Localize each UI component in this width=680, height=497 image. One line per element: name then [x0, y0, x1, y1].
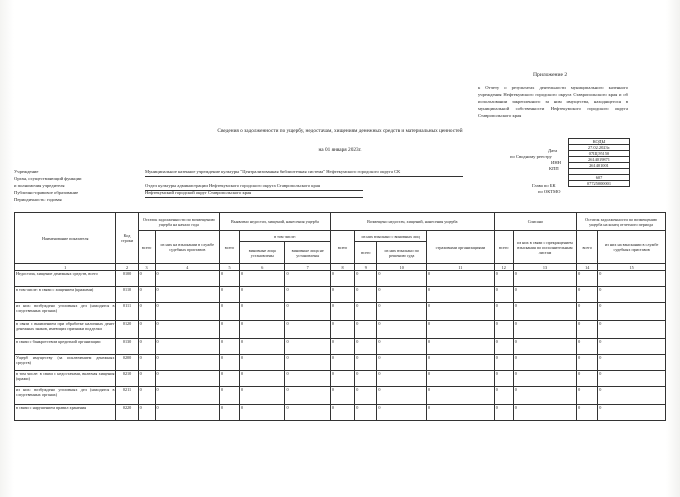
- column-number: 1: [15, 264, 116, 271]
- codes-table: [568, 138, 630, 187]
- row-code: 0100: [116, 271, 138, 287]
- row-value: 0: [155, 339, 219, 355]
- subheader-culprits-known: виновные лица установлены: [240, 242, 285, 264]
- code-date-value: 27.02.2023г.: [569, 145, 630, 151]
- code-kpp-label: КПП: [549, 166, 559, 171]
- group-header-detected: Выявлено недостач, хищений, нанесения ущерба: [219, 213, 330, 231]
- row-value: 0: [355, 355, 377, 371]
- column-number: 3: [138, 264, 155, 271]
- code-kpp-value: 261401001: [569, 163, 630, 169]
- row-code: 0120: [116, 321, 138, 339]
- row-value: 0: [355, 271, 377, 287]
- row-value: 0: [355, 321, 377, 339]
- row-value: 0: [285, 271, 330, 287]
- row-value: 0: [155, 287, 219, 303]
- appendix-body: к Отчету о результатах деятельности муниципального казенного учреждения Нефтекумского городского округа Ставропольского края и об использовании закрепленного за ним имущества, находящегося в муниципальной собственности Нефтекумского городского округа Ставропольского края: [478, 85, 628, 118]
- row-name: в связи с банкротством кредитной организации: [16, 339, 101, 344]
- ppo-value: Нефтекумский городской округ Ставропольского края: [145, 190, 252, 195]
- row-value: 0: [285, 321, 330, 339]
- column-number: 12: [494, 264, 513, 271]
- code-glava-value: 607: [569, 175, 630, 181]
- row-value: 0: [494, 371, 513, 387]
- row-value: 0: [513, 271, 576, 287]
- row-value: 0: [494, 355, 513, 371]
- group-header-written-off: Списано: [494, 213, 576, 231]
- row-value: 0: [240, 321, 285, 339]
- code-oktmo-value: 07725000001: [569, 181, 630, 187]
- row-value: 0: [494, 387, 513, 405]
- row-value: 0: [155, 387, 219, 405]
- appendix-title: Приложение 2: [533, 72, 568, 78]
- column-number: 5: [219, 264, 239, 271]
- row-value: 0: [219, 271, 239, 287]
- row-value: 0: [138, 339, 155, 355]
- group-header-reimbursed: Возмещено недостач, хищений, нанесения ущерба: [330, 213, 494, 231]
- column-number: 15: [598, 264, 666, 271]
- row-value: 0: [494, 287, 513, 303]
- group-header-end-balance: Остаток задолженности по возмещению ущерба на конец отчетного периода: [577, 213, 666, 231]
- code-oktmo-label: по ОКТМО: [538, 189, 561, 194]
- column-numbers-row: [15, 264, 666, 271]
- row-value: 0: [598, 271, 666, 287]
- table-row: [15, 271, 666, 287]
- row-code: 0130: [116, 339, 138, 355]
- row-value: 0: [427, 287, 495, 303]
- row-code: 0200: [116, 355, 138, 371]
- subheader-insurance: страховыми организациями: [427, 231, 495, 264]
- row-name-cell: [15, 339, 116, 355]
- row-value: 0: [219, 287, 239, 303]
- row-value: 0: [377, 321, 427, 339]
- row-value: 0: [330, 339, 354, 355]
- row-value: 0: [598, 405, 666, 421]
- row-value: 0: [427, 271, 495, 287]
- row-value: 0: [355, 287, 377, 303]
- row-name: в том числе: в связи с хищением (кражами): [16, 287, 94, 292]
- row-value: 0: [219, 387, 239, 405]
- code-date-label: Дата: [548, 148, 558, 153]
- row-code: 0211: [116, 387, 138, 405]
- row-value: 0: [155, 405, 219, 421]
- column-number: 11: [427, 264, 495, 271]
- row-code: 0210: [116, 371, 138, 387]
- table-body: [15, 271, 666, 421]
- row-value: 0: [513, 371, 576, 387]
- row-value: 0: [285, 339, 330, 355]
- row-value: 0: [427, 303, 495, 321]
- column-number: 4: [155, 264, 219, 271]
- row-code: 0220: [116, 405, 138, 421]
- codes-header: КОДЫ: [569, 139, 630, 145]
- group-header-start-balance: Остаток задолженности по возмещению ущерба на начало года: [138, 213, 219, 231]
- row-value: 0: [494, 303, 513, 321]
- subheader-total-reimbursed: всего: [330, 231, 354, 264]
- row-value: 0: [330, 287, 354, 303]
- row-value: 0: [240, 287, 285, 303]
- row-value: 0: [577, 303, 598, 321]
- subheader-bailiff-start: из них на взыскании в службе судебных приставов: [155, 231, 219, 264]
- column-number: 10: [377, 264, 427, 271]
- code-inn-label: ИНН: [551, 160, 561, 165]
- debt-table: [14, 212, 666, 421]
- row-name-cell: [15, 371, 116, 387]
- organ-value: Отдел культуры администрации Нефтекумского городского округа Ставропольского края: [145, 183, 320, 188]
- institution-underline: [145, 176, 463, 177]
- row-value: 0: [240, 371, 285, 387]
- subheader-total-written-off: всего: [494, 231, 513, 264]
- document-title: Сведения о задолженности по ущербу, недостачам, хищениям денежных средств и материальных ценностей: [217, 128, 463, 134]
- document-date: на 01 января 2023г.: [318, 147, 362, 153]
- row-name-cell: [15, 355, 116, 371]
- row-value: 0: [377, 371, 427, 387]
- row-value: 0: [155, 371, 219, 387]
- subheader-total-collected: всего: [355, 242, 377, 264]
- row-value: 0: [513, 321, 576, 339]
- row-value: 0: [513, 287, 576, 303]
- row-value: 0: [285, 287, 330, 303]
- table-row: [15, 321, 666, 339]
- row-value: 0: [598, 371, 666, 387]
- row-value: 0: [285, 387, 330, 405]
- code-registry-label: по Сводному реестру: [510, 154, 552, 159]
- row-value: 0: [427, 405, 495, 421]
- row-value: 0: [427, 387, 495, 405]
- row-value: 0: [330, 387, 354, 405]
- row-value: 0: [577, 371, 598, 387]
- row-value: 0: [138, 303, 155, 321]
- column-number: 6: [240, 264, 285, 271]
- row-value: 0: [513, 339, 576, 355]
- row-value: 0: [240, 339, 285, 355]
- row-value: 0: [330, 371, 354, 387]
- row-value: 0: [577, 321, 598, 339]
- row-value: 0: [577, 271, 598, 287]
- row-value: 0: [240, 271, 285, 287]
- row-name-cell: [15, 303, 116, 321]
- table-row: [15, 371, 666, 387]
- row-value: 0: [377, 287, 427, 303]
- row-value: 0: [138, 387, 155, 405]
- row-value: 0: [219, 355, 239, 371]
- row-value: 0: [138, 355, 155, 371]
- row-name-cell: [15, 271, 116, 287]
- row-value: 0: [355, 371, 377, 387]
- code-glava-label: Глава по БК: [532, 183, 556, 188]
- row-value: 0: [513, 303, 576, 321]
- column-number: 9: [355, 264, 377, 271]
- row-value: 0: [330, 271, 354, 287]
- row-value: 0: [377, 387, 427, 405]
- row-value: 0: [219, 405, 239, 421]
- row-value: 0: [355, 339, 377, 355]
- subheader-collected-from-culprits: из них взыскано с виновных лиц: [355, 231, 427, 242]
- row-value: 0: [598, 339, 666, 355]
- code-inn-value: 2614019871: [569, 157, 630, 163]
- row-value: 0: [240, 303, 285, 321]
- col-header-code: Код строки: [116, 213, 138, 264]
- row-value: 0: [155, 321, 219, 339]
- row-value: 0: [427, 355, 495, 371]
- row-name-cell: [15, 287, 116, 303]
- row-name-cell: [15, 405, 116, 421]
- row-value: 0: [377, 339, 427, 355]
- row-value: 0: [330, 405, 354, 421]
- row-name-cell: [15, 321, 116, 339]
- table-row: [15, 387, 666, 405]
- row-name: Ущерб имуществу (за исключением денежных средств): [16, 355, 115, 365]
- row-value: 0: [577, 355, 598, 371]
- row-value: 0: [513, 387, 576, 405]
- row-name: в связи с выявлением при обработке наличных денег денежных знаков, имеющих признаки подделки: [16, 321, 115, 331]
- subheader-total-detected: всего: [219, 231, 239, 264]
- row-value: 0: [155, 355, 219, 371]
- row-value: 0: [427, 371, 495, 387]
- code-registry-value: 07ЩЭ5150: [569, 151, 630, 157]
- subheader-culprits-unknown: виновные лица не установлены: [285, 242, 330, 264]
- row-value: 0: [330, 355, 354, 371]
- column-number: 14: [577, 264, 598, 271]
- row-value: 0: [598, 303, 666, 321]
- row-value: 0: [330, 303, 354, 321]
- table-row: [15, 287, 666, 303]
- subheader-total-start: всего: [138, 231, 155, 264]
- row-value: 0: [513, 405, 576, 421]
- row-value: 0: [285, 355, 330, 371]
- column-number: 2: [116, 264, 138, 271]
- institution-value: Муниципальное казенное учреждение культуры "Централизованная библиотечная система" Нефтекумского городского округа СК: [145, 169, 401, 174]
- row-value: 0: [285, 303, 330, 321]
- row-name: в связи с нарушением правил хранения: [16, 405, 87, 410]
- col-header-name: Наименование показателя: [15, 213, 116, 264]
- row-value: 0: [219, 339, 239, 355]
- row-value: 0: [138, 287, 155, 303]
- row-value: 0: [598, 321, 666, 339]
- period-label: Периодичность: годовая: [14, 197, 62, 202]
- ppo-label: Публично-правовое образование: [14, 190, 79, 195]
- row-value: 0: [577, 339, 598, 355]
- row-code: 0111: [116, 303, 138, 321]
- subheader-court-decision: из них взыскано по решению суда: [377, 242, 427, 264]
- table-row: [15, 339, 666, 355]
- row-value: 0: [577, 387, 598, 405]
- institution-label: Учреждение: [14, 169, 39, 174]
- row-name: Недостача, хищение денежных средств, всего: [16, 271, 98, 276]
- row-value: 0: [219, 321, 239, 339]
- row-value: 0: [494, 405, 513, 421]
- column-number: 8: [330, 264, 354, 271]
- row-value: 0: [240, 355, 285, 371]
- row-value: 0: [355, 303, 377, 321]
- row-code: 0110: [116, 287, 138, 303]
- row-name-cell: [15, 387, 116, 405]
- row-value: 0: [355, 405, 377, 421]
- row-value: 0: [427, 321, 495, 339]
- row-value: 0: [577, 405, 598, 421]
- table-row: [15, 405, 666, 421]
- row-value: 0: [155, 303, 219, 321]
- row-value: 0: [240, 405, 285, 421]
- row-value: 0: [219, 303, 239, 321]
- row-value: 0: [138, 371, 155, 387]
- subheader-including: в том числе:: [240, 231, 331, 242]
- row-name: из них: возбуждено уголовных дел (находятся в следственных органах): [16, 303, 115, 313]
- column-number: 13: [513, 264, 576, 271]
- row-value: 0: [494, 339, 513, 355]
- organ-label-line2: и полномочия учредителя: [14, 183, 65, 188]
- row-value: 0: [138, 321, 155, 339]
- subheader-total-end: всего: [577, 231, 598, 264]
- row-value: 0: [138, 271, 155, 287]
- row-value: 0: [513, 355, 576, 371]
- subheader-bailiff-end: из них на взыскании в службе судебных приставов: [598, 231, 666, 264]
- row-value: 0: [155, 271, 219, 287]
- table-row: [15, 355, 666, 371]
- row-name: из них: возбуждено уголовных дел (находятся в следственных органах): [16, 387, 115, 397]
- row-value: 0: [240, 387, 285, 405]
- subheader-termination: из них в связи с прекращением взыскания по исполнительным листам: [513, 231, 576, 264]
- table-row: [15, 303, 666, 321]
- row-value: 0: [285, 405, 330, 421]
- row-value: 0: [377, 355, 427, 371]
- row-value: 0: [427, 339, 495, 355]
- row-value: 0: [598, 287, 666, 303]
- row-value: 0: [377, 271, 427, 287]
- ppo-underline: [145, 197, 363, 198]
- row-value: 0: [577, 287, 598, 303]
- row-value: 0: [494, 321, 513, 339]
- row-value: 0: [377, 405, 427, 421]
- row-value: 0: [494, 271, 513, 287]
- row-value: 0: [598, 355, 666, 371]
- row-value: 0: [330, 321, 354, 339]
- organ-label-line1: Орган, осуществляющий функции: [14, 176, 82, 181]
- row-value: 0: [598, 387, 666, 405]
- row-value: 0: [355, 387, 377, 405]
- row-value: 0: [219, 371, 239, 387]
- row-value: 0: [377, 303, 427, 321]
- row-value: 0: [285, 371, 330, 387]
- row-value: 0: [138, 405, 155, 421]
- row-name: в том числе: в связи с недостачами, включая хищения (кражи): [16, 371, 115, 381]
- column-number: 7: [285, 264, 330, 271]
